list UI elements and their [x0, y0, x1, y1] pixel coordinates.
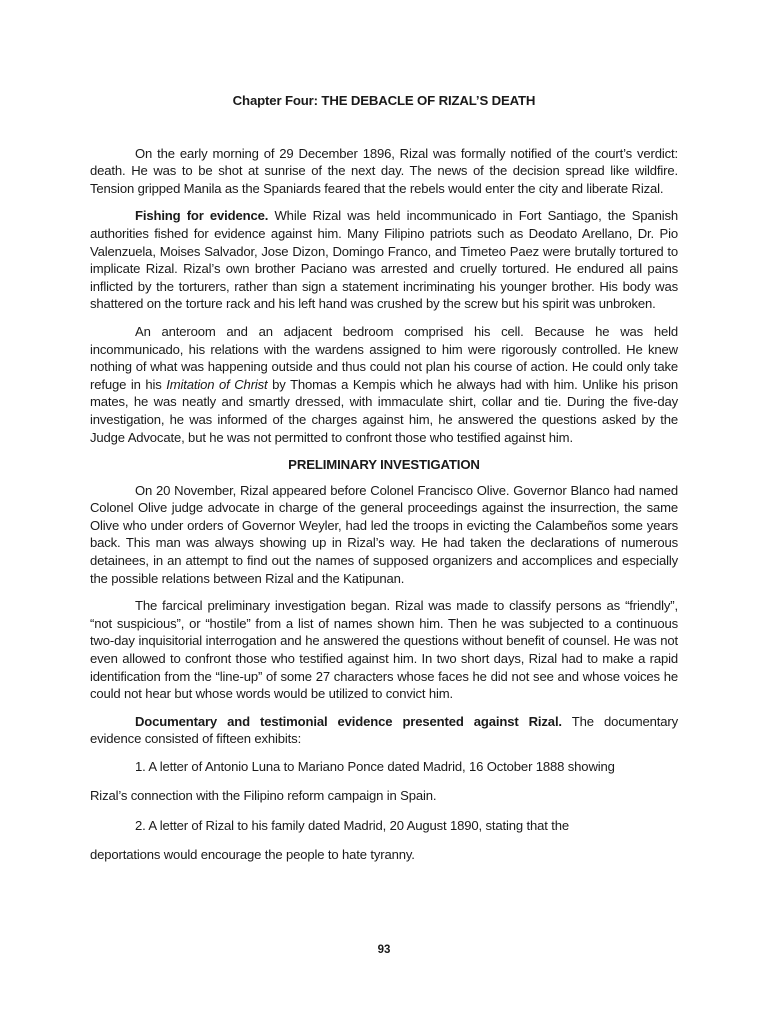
list-item-1-first-line: 1. A letter of Antonio Luna to Mariano Ponce dated Madrid, 16 October 1888 showing	[135, 759, 615, 774]
section-heading-preliminary-investigation: PRELIMINARY INVESTIGATION	[288, 457, 480, 473]
paragraph-cell	[90, 323, 678, 446]
document-body	[90, 92, 678, 876]
paragraph-text-cell-b: by Thomas a Kempis which he always had with him. Unlike his prison mates, he was neatly and smartly dressed, with immaculate shirt, collar and tie. During the five-day investigation, he was informed of the charges against him, he answered the questions asked by the Judge Advocate, but he was not permitted to confront those who testified against him.	[90, 376, 678, 445]
paragraph-text-cell-a: An anteroom and an adjacent bedroom comprised his cell. Because he was held incommunicado, his relations with the wardens assigned to him were rigorously controlled. He knew nothing of what was happening outside and thus could not plan his course of action. He could only take refuge in his	[90, 323, 678, 392]
list-item-2-continuation: deportations would encourage the people to hate tyranny.	[90, 846, 415, 862]
page-number: 93	[377, 944, 391, 956]
paragraph-verdict: On the early morning of 29 December 1896, Rizal was formally notified of the court’s verdict: death. He was to be shot at sunrise of the next day. The news of the decision spread like wildfire. Tension gripped Manila as the Spaniards feared that the rebels would enter the city and liberate Rizal.	[90, 145, 678, 196]
paragraph-text-fishing: While Rizal was held incommunicado in Fort Santiago, the Spanish authorities fished for evidence against him. Many Filipino patriots such as Deodato Arellano, Dr. Pio Valenzuela, Moises Salvador, Jose Dizon, Domingo Franco, and Timeteo Paez were brutally tortured to implicate Rizal. Rizal’s own brother Paciano was arrested and cruelly tortured. He endured all pains inflicted by the torturers, rather than sign a statement incriminating his younger brother. His body was shattered on the torture rack and his left hand was crushed by the screw but his spirit was unbroken.	[90, 208, 678, 312]
paragraph-lead-documentary: Documentary and testimonial evidence presented against Rizal.	[135, 713, 562, 729]
paragraph-lead-fishing: Fishing for evidence.	[135, 208, 269, 224]
paragraph-documentary-evidence	[90, 713, 678, 748]
chapter-title: Chapter Four: THE DEBACLE OF RIZAL’S DEATH	[232, 93, 536, 108]
paragraph-text-documentary: The documentary evidence consisted of fifteen exhibits:	[90, 713, 678, 747]
paragraph-fishing-for-evidence	[90, 207, 678, 313]
paragraph-colonel-olive: On 20 November, Rizal appeared before Colonel Francisco Olive. Governor Blanco had named Colonel Olive judge advocate in charge of the general proceedings against the insurrection, the same Olive who under orders of Governor Weyler, had led the troops in evicting the Calambeños some years back. This man was always showing up in Rizal’s way. He had taken the declarations of numerous detainees, in an attempt to find out the names of supposed organizers and accomplices and especially the possible relations between Rizal and the Katipunan.	[90, 482, 678, 586]
list-item-1-continuation: Rizal’s connection with the Filipino reform campaign in Spain.	[90, 787, 437, 803]
book-title-imitation-of-christ: Imitation of Christ	[166, 376, 268, 392]
list-item-2-first-line: 2. A letter of Rizal to his family dated Madrid, 20 August 1890, stating that the	[135, 818, 570, 834]
paragraph-farcical-investigation: The farcical preliminary investigation began. Rizal was made to classify persons as “friendly”, “not suspicious”, or “hostile” from a list of names shown him. Then he was subjected to a continuous two-day inquisitorial interrogation and he answered the questions without benefit of counsel. He was not even allowed to confront those who testified against him. In two short days, Rizal had to make a rapid identification from the “line-up” of some 27 characters whose faces he did not see and whose voices he could not hear but whose words would be utilized to convict him.	[90, 598, 678, 702]
